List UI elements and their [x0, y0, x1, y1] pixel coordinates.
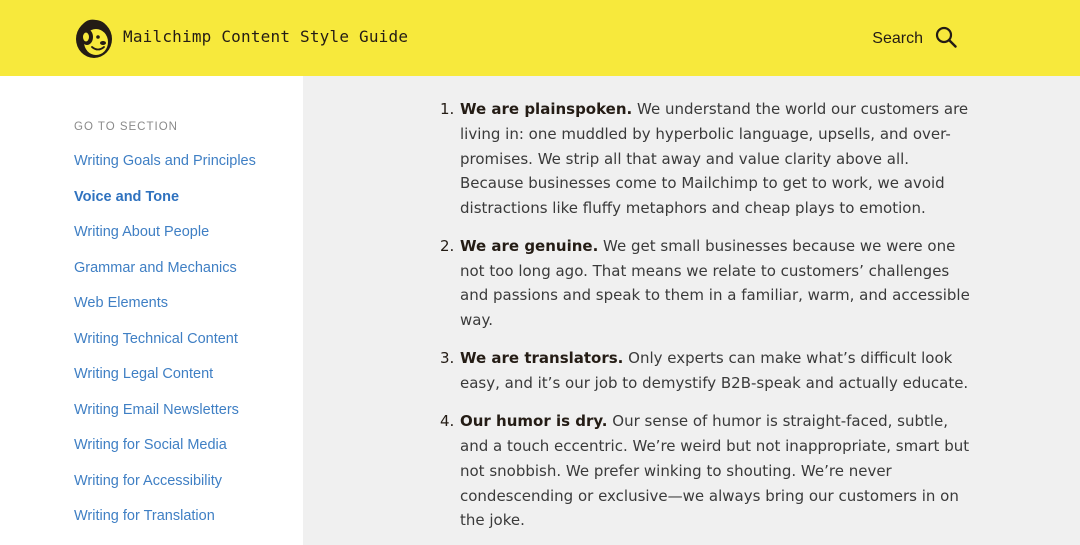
text-line: and passions and speak to them in a familiar, warm, and accessible — [460, 286, 970, 305]
text-line: not too long ago. That means we relate to customers’ challenges — [460, 261, 950, 280]
sidebar-item-writing-about-people[interactable]: Writing About People — [74, 224, 210, 240]
site-title[interactable]: Mailchimp Content Style Guide — [123, 27, 409, 46]
section-nav-list — [74, 152, 256, 543]
sidebar-item-legal-content[interactable]: Writing Legal Content — [74, 366, 214, 382]
search-icon[interactable] — [935, 26, 957, 48]
sidebar-item-web-elements[interactable]: Web Elements — [74, 295, 169, 311]
search-button[interactable] — [872, 24, 957, 50]
text-line: distractions like fluffy metaphors and cheap plays to emotion. — [460, 199, 926, 217]
section-heading: GO TO SECTION — [74, 121, 178, 133]
text-line: Because businesses come to Mailchimp to get to work, we avoid — [460, 174, 945, 193]
principles-list — [440, 97, 970, 533]
list-item — [440, 234, 970, 333]
sidebar-item-technical-content[interactable]: Writing Technical Content — [74, 330, 238, 347]
text-line: We are genuine. We get small businesses because we were one — [460, 236, 956, 255]
site-header — [0, 0, 1080, 76]
text-line: way. — [460, 311, 493, 329]
text-line: Our humor is dry. Our sense of humor is straight-faced, subtle, — [460, 412, 949, 431]
main-content — [303, 76, 1080, 545]
text-line: We are plainspoken. We understand the world our customers are — [460, 100, 969, 118]
list-number: 1. — [440, 100, 455, 118]
sidebar-item-voice-and-tone[interactable]: Voice and Tone — [74, 188, 180, 205]
sidebar-item-accessibility[interactable]: Writing for Accessibility — [74, 472, 222, 489]
list-number: 2. — [440, 236, 455, 255]
text-line: and a touch eccentric. We’re weird but not inappropriate, smart but — [460, 437, 970, 455]
mailchimp-logo-icon[interactable] — [72, 15, 114, 59]
text-line: the joke. — [460, 511, 525, 530]
principle-heading: We are translators. — [460, 348, 624, 367]
text-line: easy, and it’s our job to demystify B2B-speak and actually educate. — [460, 373, 969, 392]
sidebar-item-writing-goals[interactable]: Writing Goals and Principles — [74, 153, 256, 169]
list-number: 3. — [440, 348, 455, 367]
list-number: 4. — [440, 412, 455, 431]
list-item — [440, 97, 970, 221]
sidebar-item-translation[interactable]: Writing for Translation — [74, 508, 215, 524]
principle-heading: Our humor is dry. — [460, 412, 608, 431]
sidebar-item-email-newsletters[interactable]: Writing Email Newsletters — [74, 401, 239, 418]
text-line: not snobbish. We prefer winking to shouting. We’re never — [460, 461, 892, 480]
sidebar-item-grammar-and-mechanics[interactable]: Grammar and Mechanics — [74, 259, 237, 276]
text-line: condescending or exclusive—we always bring our customers in on — [460, 486, 959, 505]
principle-heading: We are plainspoken. — [460, 100, 633, 118]
text-line: living in: one muddled by hyperbolic language, upsells, and over- — [460, 124, 951, 143]
list-item — [440, 409, 970, 533]
principle-heading: We are genuine. — [460, 236, 599, 255]
sidebar-navigation — [0, 76, 303, 545]
search-label[interactable]: Search — [872, 29, 923, 47]
sidebar-item-social-media[interactable]: Writing for Social Media — [74, 437, 227, 453]
text-line: We are translators. Only experts can make what’s difficult look — [460, 348, 953, 367]
list-item — [440, 346, 970, 396]
text-line: promises. We strip all that away and value clarity above all. — [460, 149, 910, 168]
